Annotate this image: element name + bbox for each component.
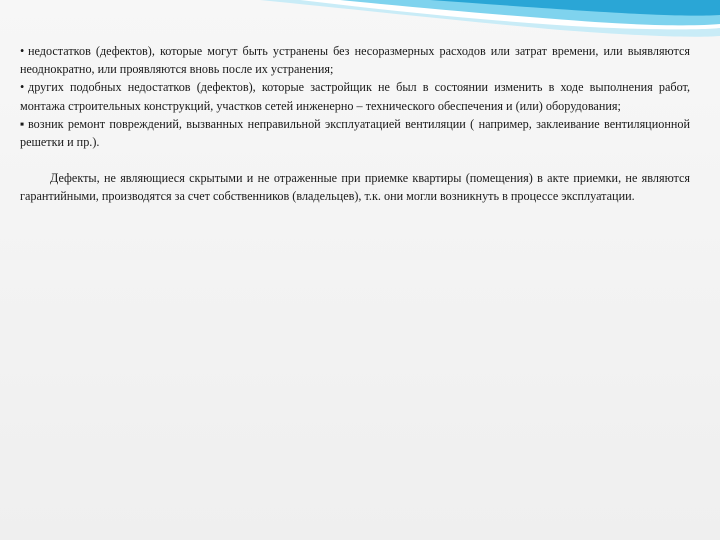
body-paragraph: Дефекты, не являющиеся скрытыми и не отраженные при приемке квартиры (помещения) в акте приемки, не являются гарантийными, производятся за счет собственников (владельцев), т.к. они могли возникнуть в процессе эксплуатации. (20, 171, 690, 204)
bullet-item (20, 115, 690, 151)
bullet-text: недостатков (дефектов), которые могут быть устранены без несоразмерных расходов или затрат времени, или выявляются неоднократно, или проявляются вновь после их устранения; (20, 44, 690, 77)
bullet-text: возник ремонт повреждений, вызванных неправильной эксплуатацией вентиляции ( например, заклеивание вентиляционной решетки и пр.). (20, 116, 690, 150)
bullet-mark: • (20, 44, 25, 58)
bullet-text: других подобных недостатков (дефектов), которые застройщик не был в состоянии изменить в ходе выполнения работ, монтажа строительных конструкций, участков сетей инженерно – технического обеспечения и (или) оборудования; (20, 80, 690, 113)
bullet-item (20, 42, 690, 78)
slide-body (20, 42, 690, 206)
bullet-list (20, 42, 690, 151)
bullet-item (20, 78, 690, 114)
bullet-mark: ▪ (20, 116, 25, 131)
bullet-mark: • (20, 80, 25, 95)
